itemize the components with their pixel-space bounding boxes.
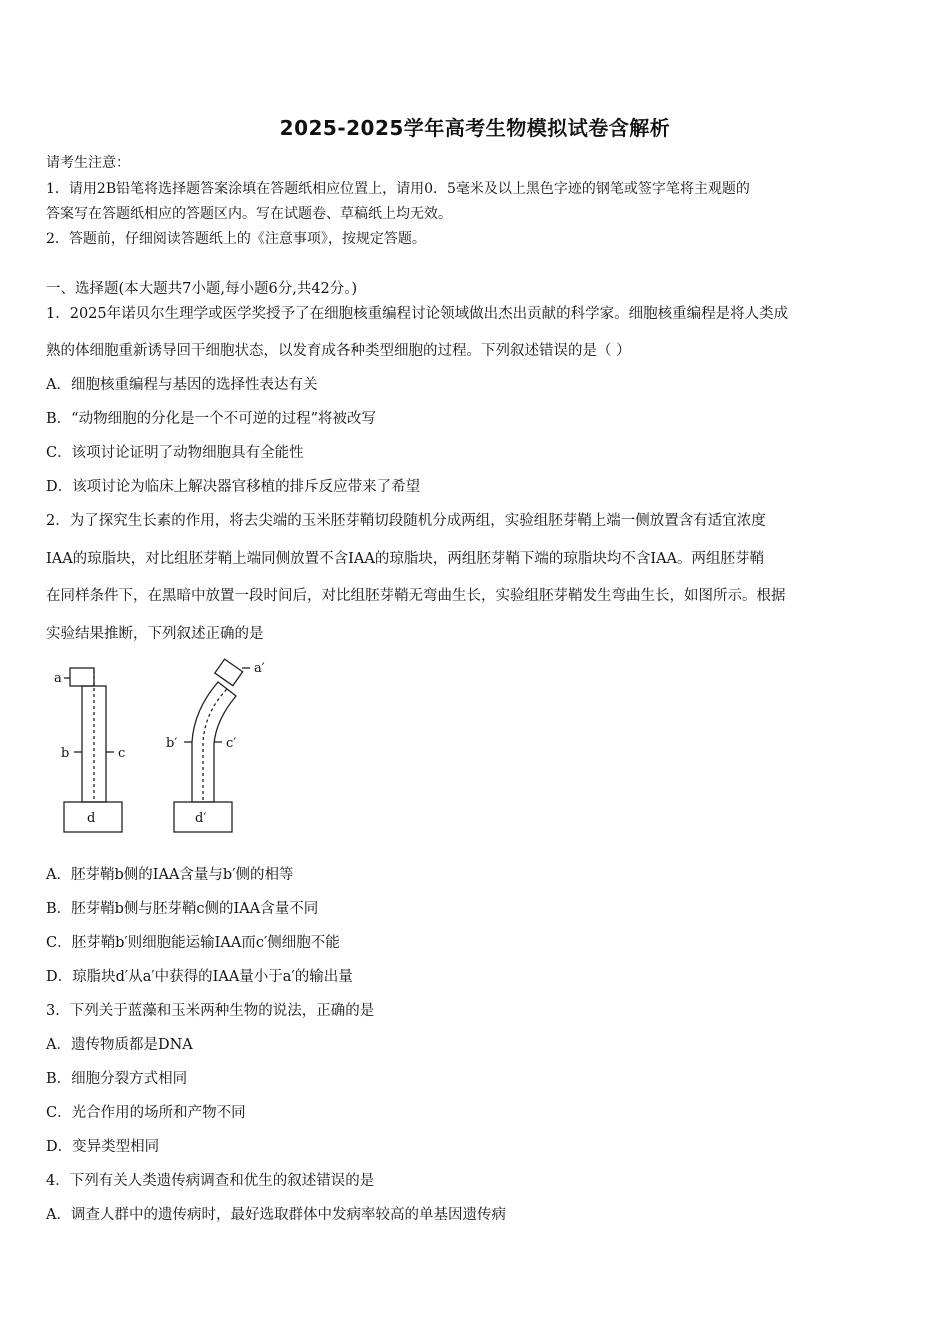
- label-c-prime: c′: [226, 736, 237, 751]
- agar-block-a-prime: [215, 659, 243, 686]
- coleoptile-right-midline: [203, 689, 227, 800]
- q3-option-d: D．变异类型相同: [46, 1139, 160, 1155]
- label-c: c: [118, 746, 126, 761]
- q2-stem-c: 在同样条件下，在黑暗中放置一段时间后，对比组胚芽鞘无弯曲生长，实验组胚芽鞘发生弯曲生长，如图所示。根据: [46, 588, 786, 604]
- q2-stem-d: 实验结果推断，下列叙述正确的是: [46, 626, 264, 642]
- notice-line-2: 2．答题前，仔细阅读答题纸上的《注意事项》，按规定答题。: [46, 231, 426, 247]
- label-a: a: [54, 671, 62, 686]
- notice-line-1b: 答案写在答题纸相应的答题区内。写在试题卷、草稿纸上均无效。: [46, 206, 452, 222]
- q3-option-b: B．细胞分裂方式相同: [46, 1071, 188, 1087]
- section-heading: 一、选择题(本大题共7小题,每小题6分,共42分。): [46, 281, 358, 297]
- q3-option-c: C．光合作用的场所和产物不同: [46, 1105, 246, 1121]
- q1-stem-b: 熟的体细胞重新诱导回干细胞状态，以发育成各种类型细胞的过程。下列叙述错误的是（ ）: [46, 343, 631, 359]
- label-b: b: [61, 746, 70, 761]
- q2-option-d: D．琼脂块d′从a′中获得的IAA量小于a′的输出量: [46, 969, 353, 985]
- notice-heading: 请考生注意：: [46, 155, 130, 171]
- q1-option-c: C．该项讨论证明了动物细胞具有全能性: [46, 445, 304, 461]
- q2-option-b: B．胚芽鞘b侧与胚芽鞘c侧的IAA含量不同: [46, 901, 319, 917]
- q1-option-a: A．细胞核重编程与基因的选择性表达有关: [46, 377, 318, 393]
- label-d-prime: d′: [195, 811, 207, 826]
- q4-stem: 4．下列有关人类遗传病调查和优生的叙述错误的是: [46, 1173, 375, 1189]
- q2-stem-b: IAA的琼脂块，对比组胚芽鞘上端同侧放置不含IAA的琼脂块，两组胚芽鞘下端的琼脂块均不含IAA。两组胚芽鞘: [46, 551, 765, 567]
- coleoptile-figure: [46, 650, 306, 840]
- q3-option-a: A．遗传物质都是DNA: [46, 1037, 193, 1053]
- q1-option-d: D．该项讨论为临床上解决器官移植的排斥反应带来了希望: [46, 479, 421, 495]
- q2-option-c: C．胚芽鞘b′则细胞能运输IAA而c′侧细胞不能: [46, 935, 340, 951]
- label-d: d: [87, 811, 96, 826]
- q3-stem: 3．下列关于蓝藻和玉米两种生物的说法，正确的是: [46, 1003, 375, 1019]
- q2-option-a: A．胚芽鞘b侧的IAA含量与b′侧的相等: [46, 867, 294, 883]
- label-b-prime: b′: [166, 736, 178, 751]
- q1-stem-a: 1．2025年诺贝尔生理学或医学奖授予了在细胞核重编程讨论领域做出杰出贡献的科学家。细胞核重编程是将人类成: [46, 306, 789, 322]
- agar-block-a: [70, 668, 94, 686]
- q2-stem-a: 2．为了探究生长素的作用，将去尖端的玉米胚芽鞘切段随机分成两组，实验组胚芽鞘上端一侧放置含有适宜浓度: [46, 513, 766, 529]
- q4-option-a: A．调查人群中的遗传病时，最好选取群体中发病率较高的单基因遗传病: [46, 1207, 506, 1223]
- label-a-prime: a′: [254, 661, 265, 676]
- q1-option-b: B．“动物细胞的分化是一个不可逆的过程”将被改写: [46, 411, 376, 427]
- page-title: 2025-2025学年高考生物模拟试卷含解析: [279, 116, 671, 140]
- notice-line-1a: 1．请用2B铅笔将选择题答案涂填在答题纸相应位置上，请用0．5毫米及以上黑色字迹的钢笔或签字笔将主观题的: [46, 181, 750, 197]
